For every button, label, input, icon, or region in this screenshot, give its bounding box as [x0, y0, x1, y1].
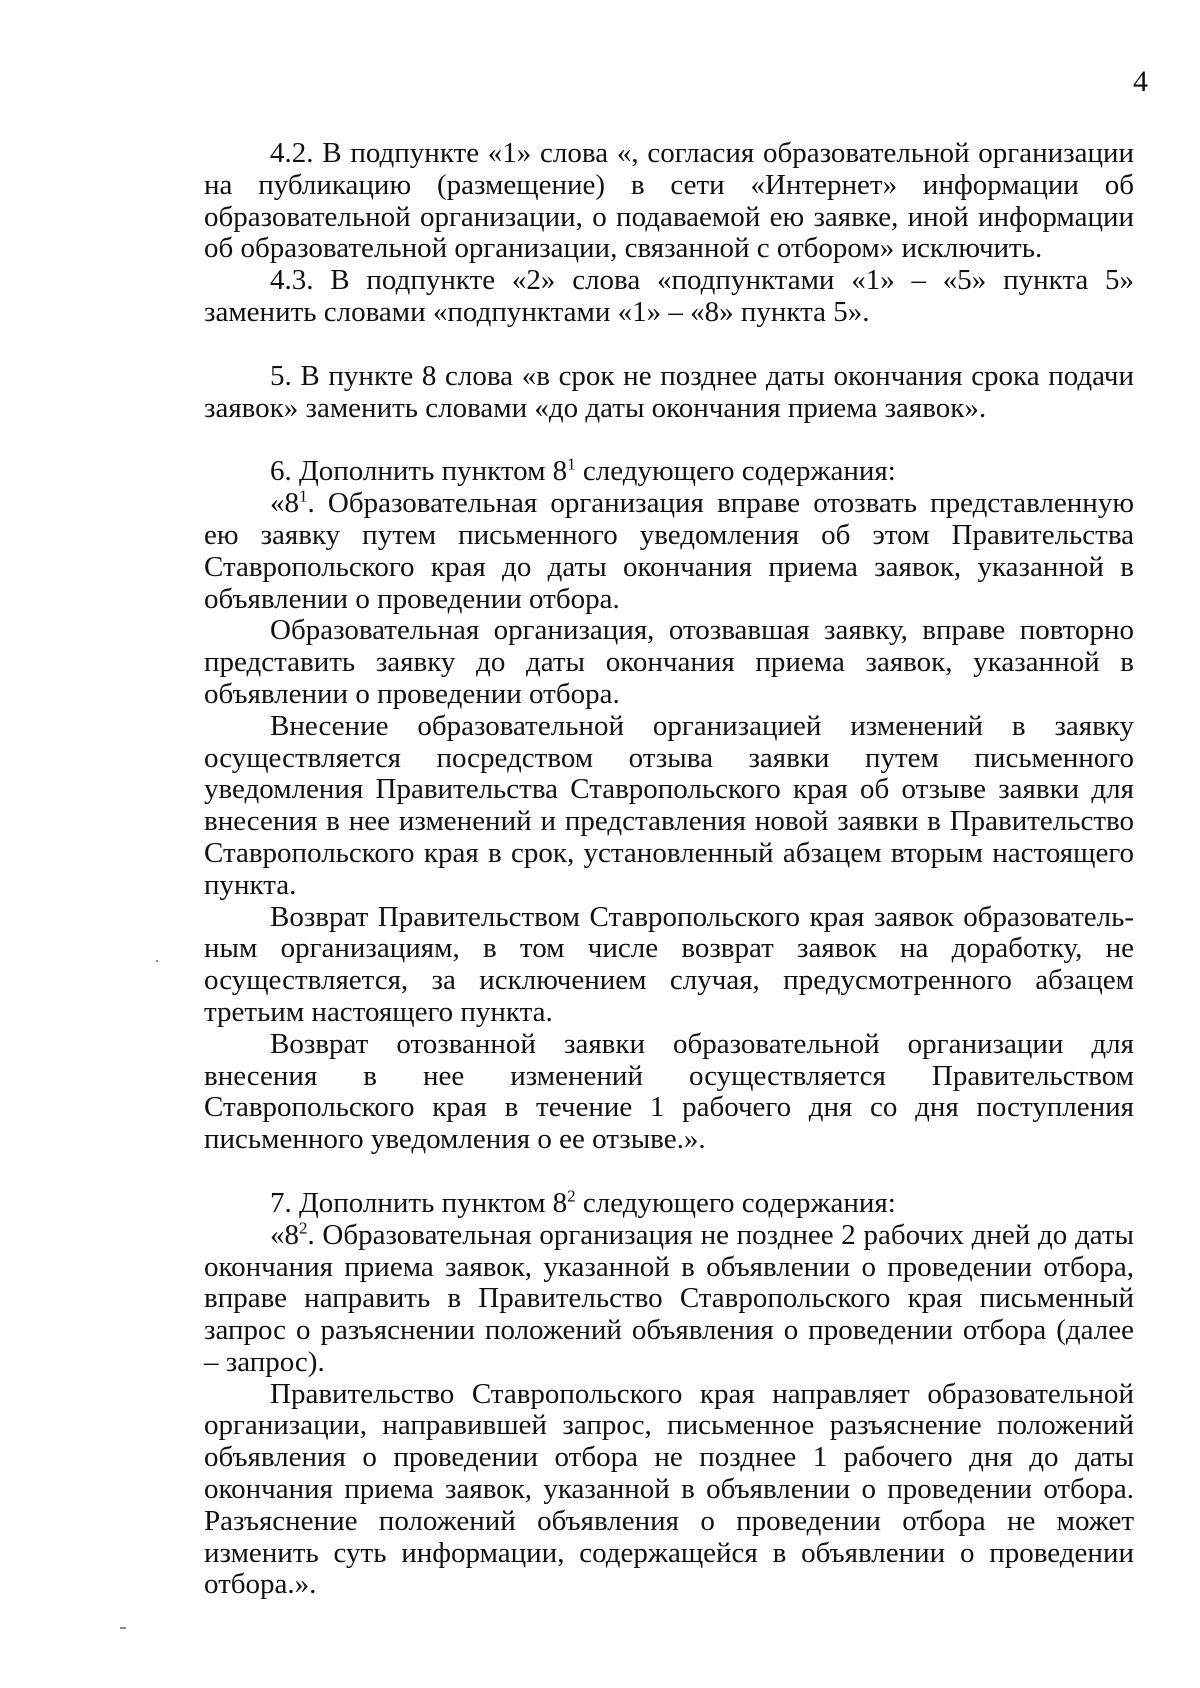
- paragraph-8-2-first: «$8^2$. Образовательная организация не позднее 2 рабочих дней до даты окончания приема заявок, указанной в объявлении о проведении отбора, вправе направить в Правительство Ставропольского края письменный запрос о разъяснении положений объявления о проведении отбора (далее – запрос).: [204, 1218, 1134, 1378]
- superscript: 1: [299, 486, 308, 506]
- superscript: 2: [567, 1186, 576, 1206]
- superscript: 1: [567, 454, 576, 474]
- scan-speck: [156, 960, 158, 962]
- paragraph-8-1-first: «$8^1$. Образовательная организация вправе отозвать представленную ею заявку путем письменного уведомления об этом Правительства Ставропольского края до даты окончания приема заявок, указанной в объявлении о проведении отбора.: [204, 486, 1134, 615]
- paragraph-7-heading: 7. Дополнить пунктом $8^2$ следующего содержания:: [270, 1186, 896, 1219]
- paragraph-8-1-second: Образовательная организация, отозвавшая заявку, вправе повторно представить заявку до даты окончания приема заявок, указанной в объявлении о проведении отбора.: [204, 614, 1134, 710]
- page-number: 4: [1133, 65, 1148, 98]
- document-body: [204, 138, 1134, 1601]
- paragraph-8-2-second: Правительство Ставропольского края направляет образовательной организации, направившей запрос, письменное разъяснение положений объявления о проведении отбора не позднее 1 рабочего дня до даты окончания приема заявок, указанной в объявлении о проведении отбора. Разъяснение положений объявления о проведении отбора не может изменить суть информации, содержащейся в объявлении о проведении отбора.».: [204, 1377, 1134, 1601]
- paragraph-8-1-fourth: Возврат Правительством Ставропольского края заявок образовательным организациям, в том числе возврат заявок на доработку, не осуществляется, за исключением случая, предусмотренного абзацем третьим настоящего пункта.: [204, 900, 1134, 1028]
- paragraph-4-3: 4.3. В подпункте «2» слова «подпунктами «1» – «5» пункта 5» заменить словами «подпунктами «1» – «8» пункта 5».: [204, 264, 1134, 328]
- superscript: 2: [299, 1218, 308, 1238]
- paragraph-8-1-fifth: Возврат отозванной заявки образовательной организации для внесения в нее изменений осуществляется Правительством Ставропольского края в течение 1 рабочего дня со дня поступления письменного уведомления о ее отзыве.».: [204, 1027, 1134, 1156]
- paragraph-6-heading: 6. Дополнить пунктом $8^1$ следующего содержания:: [270, 454, 896, 488]
- paragraph-4-2: 4.2. В подпункте «1» слова «, согласия образовательной организации на публикацию (размещение) в сети «Интернет» информации об образовательной организации, о подаваемой ею заявке, иной информации об образовательной организации, связанной с отбором» исключить.: [204, 137, 1134, 265]
- scan-speck: [120, 1627, 126, 1629]
- paragraph-5: 5. В пункте 8 слова «в срок не позднее даты окончания срока подачи заявок» заменить словами «до даты окончания приема заявок».: [204, 359, 1134, 424]
- paragraph-8-1-third: Внесение образовательной организацией изменений в заявку осуществляется посредством отзыва заявки путем письменного уведомления Правительства Ставропольского края об отзыве заявки для внесения в нее изменений и представления новой заявки в Правительство Ставропольского края в срок, установленный абзацем вторым настоящего пункта.: [204, 709, 1134, 901]
